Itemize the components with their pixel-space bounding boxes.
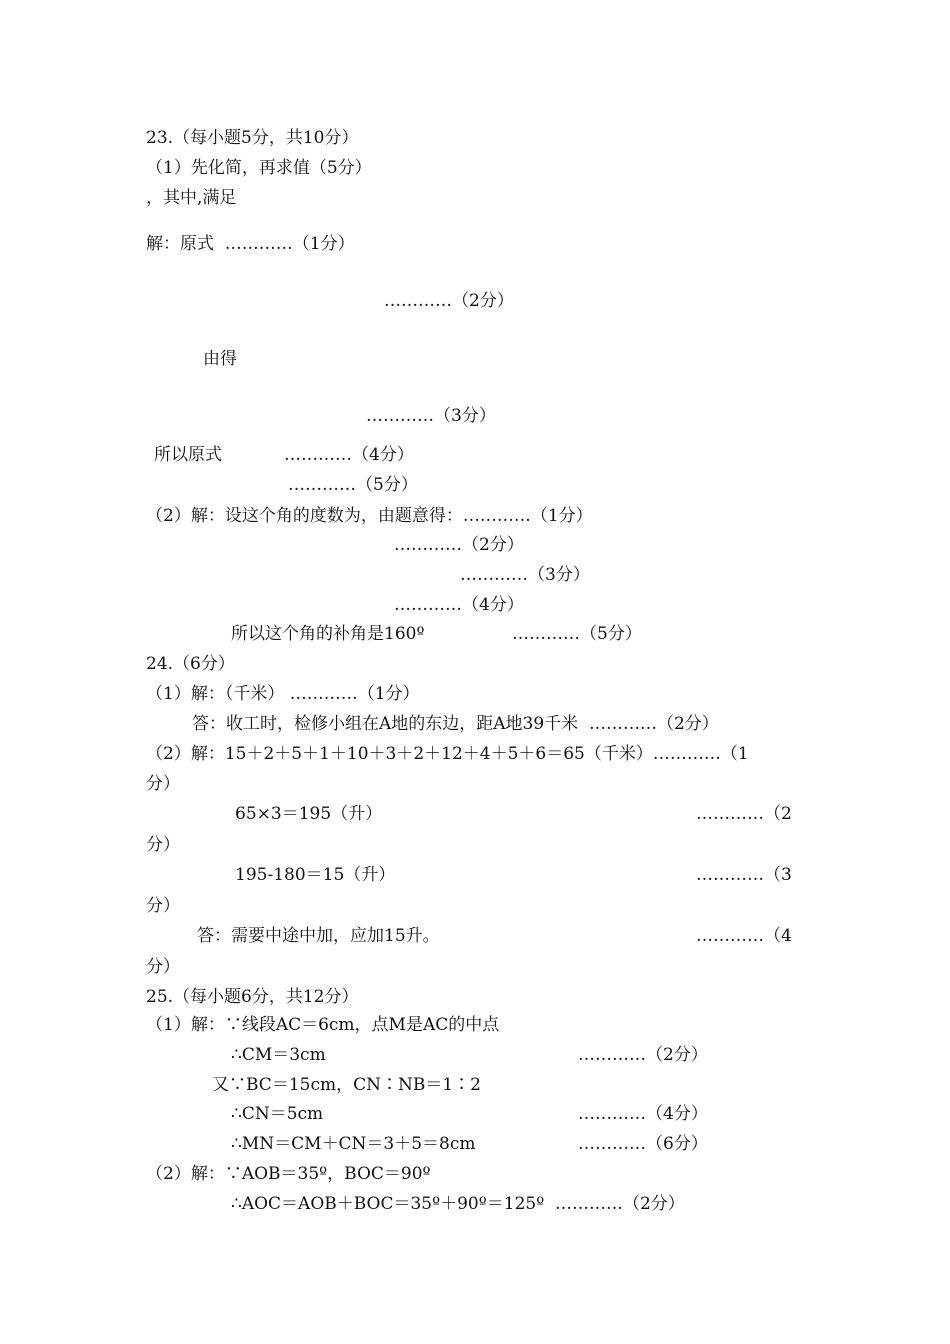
q23-step-5: …………（5分） — [288, 475, 418, 495]
q24-part2-score2-wrap: 分） — [146, 835, 180, 855]
q23-part2-step-2: …………（2分） — [394, 535, 524, 555]
q25-part1-cn: ∴CN＝5cm — [231, 1104, 324, 1124]
q24-part2-calc1: 65×3＝195（升） — [235, 804, 383, 824]
q24-part2-score4-wrap: 分） — [146, 957, 180, 977]
q23-part2-step-5: …………（5分） — [512, 624, 642, 644]
q24-part2-score3-wrap: 分） — [146, 896, 180, 916]
q25-part1-score4: …………（4分） — [578, 1104, 708, 1124]
q25-part1-given2: 又∵BC＝15cm，CN∶NB＝1∶2 — [212, 1075, 481, 1095]
q24-part2-score3: …………（3 — [696, 865, 792, 885]
q24-part1: （1）解：（千米） …………（1分） — [146, 684, 420, 704]
q25-part1-given: （1）解：∵线段AC＝6cm，点M是AC的中点 — [146, 1015, 500, 1035]
q25-heading: 25.（每小题6分，共12分） — [146, 987, 359, 1007]
q23-condition: ，其中,满足 — [146, 188, 237, 208]
q25-part2-given: （2）解：∵AOB＝35º，BOC＝90º — [146, 1164, 431, 1184]
q24-part2-score4: …………（4 — [696, 926, 792, 946]
q23-so-original: 所以原式 — [154, 445, 222, 465]
q25-part1-mn: ∴MN＝CM＋CN＝3＋5＝8cm — [231, 1134, 476, 1154]
q23-step-4: …………（4分） — [284, 445, 414, 465]
q24-heading: 24.（6分） — [146, 654, 235, 674]
q25-part1-cm: ∴CM＝3cm — [231, 1045, 326, 1065]
q24-part2-calc2: 195-180＝15（升） — [235, 865, 396, 885]
q24-part2-answer: 答：需要中途中加，应加15升。 — [197, 926, 440, 946]
q23-heading: 23.（每小题5分，共10分） — [146, 128, 359, 148]
q23-part2-line1: （2）解：设这个角的度数为，由题意得：…………（1分） — [146, 506, 593, 526]
q24-part2-line1: （2）解：15＋2＋5＋1＋10＋3＋2＋12＋4＋5＋6＝65（千米）…………（1 — [146, 744, 749, 764]
q23-part2-step-4: …………（4分） — [394, 595, 524, 615]
q23-part2-conclusion: 所以这个角的补角是160º — [231, 624, 425, 644]
q24-part1-answer: 答：收工时，检修小组在A地的东边，距A地39千米 …………（2分） — [192, 714, 719, 734]
q24-part2-score2: …………（2 — [696, 804, 792, 824]
q23-step-1: 解：原式 …………（1分） — [146, 234, 355, 254]
q25-part2-aoc: ∴AOC＝AOB＋BOC＝35º＋90º＝125º …………（2分） — [231, 1194, 685, 1214]
q24-part2-line1-wrap: 分） — [146, 774, 180, 794]
q23-part2-step-3: …………（3分） — [460, 565, 590, 585]
q23-step-2: …………（2分） — [384, 291, 514, 311]
q23-part1-title: （1）先化简，再求值（5分） — [146, 158, 372, 178]
q23-from: 由得 — [203, 349, 237, 369]
q25-part1-score6: …………（6分） — [578, 1134, 708, 1154]
q23-step-3: …………（3分） — [366, 406, 496, 426]
q25-part1-score2: …………（2分） — [578, 1045, 708, 1065]
